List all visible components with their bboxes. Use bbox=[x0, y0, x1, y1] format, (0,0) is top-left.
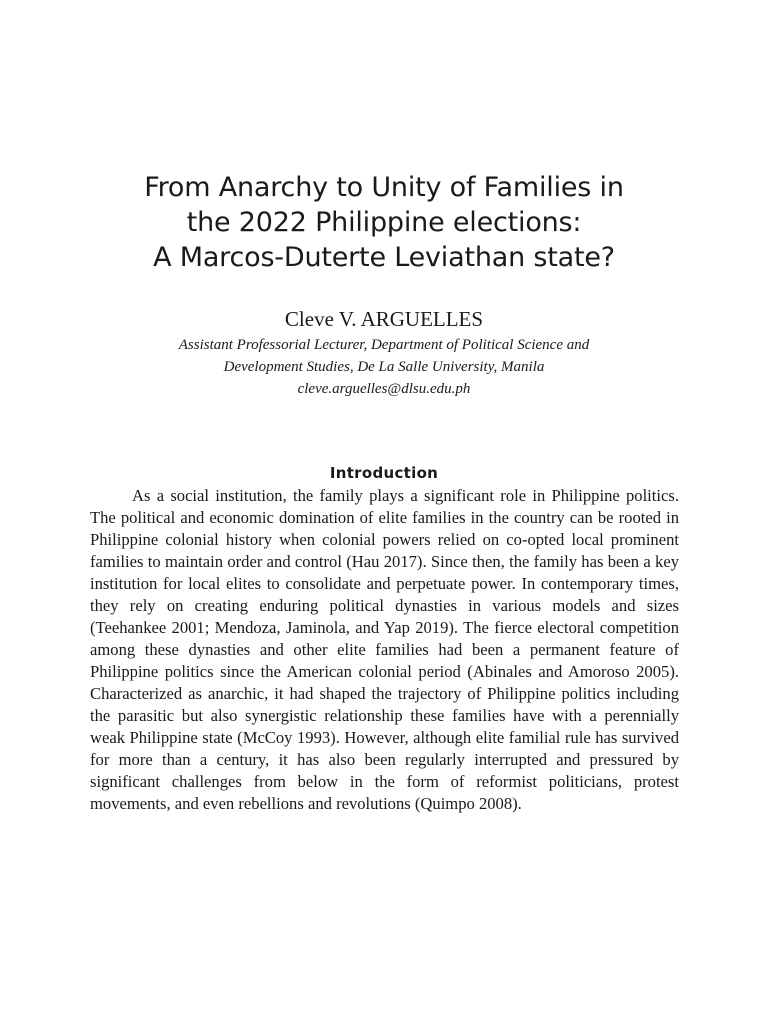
title-line-2: the 2022 Philippine elections: bbox=[186, 207, 582, 239]
author-affiliation-line-1: Assistant Professorial Lecturer, Department of Political Science and bbox=[178, 337, 590, 353]
introduction-paragraph: As a social institution, the family plays a significant role in Philippine politics. The political and economic domination of elite families in the country can be rooted in Philippine colonial history when colonial powers relied on co-opted local prominent families to maintain order and control (Hau 2017). Since then, the family has been a key institution for local elites to consolidate and perpetuate power. In contemporary times, they rely on creating enduring political dynasties in various models and sizes (Teehankee 2001; Mendoza, Jaminola, and Yap 2019). The fierce electoral competition among these dynasties and other elite families had been a permanent feature of Philippine politics since the American colonial period (Abinales and Amoroso 2005). Characterized as anarchic, it had shaped the trajectory of Philippine politics including the parasitic but also synergistic relationship these families have with a perennially weak Philippine state (McCoy 1993). However, although elite familial rule has survived for more than a century, it has also been regularly interrupted and pressured by significant challenges from below in the form of reformist politicians, protest movements, and even rebellions and revolutions (Quimpo 2008). bbox=[90, 486, 679, 813]
title-line-3: A Marcos-Duterte Leviathan state? bbox=[153, 242, 615, 274]
title-line-1: From Anarchy to Unity of Families in bbox=[144, 172, 624, 204]
author-name: Cleve V. ARGUELLES bbox=[284, 307, 484, 331]
author-email: cleve.arguelles@dlsu.edu.ph bbox=[297, 381, 471, 397]
paper-title bbox=[84, 170, 684, 275]
section-heading-introduction: Introduction bbox=[329, 464, 439, 483]
author-affiliation-line-2: Development Studies, De La Salle University, Manila bbox=[223, 359, 545, 375]
author-block bbox=[84, 306, 684, 400]
